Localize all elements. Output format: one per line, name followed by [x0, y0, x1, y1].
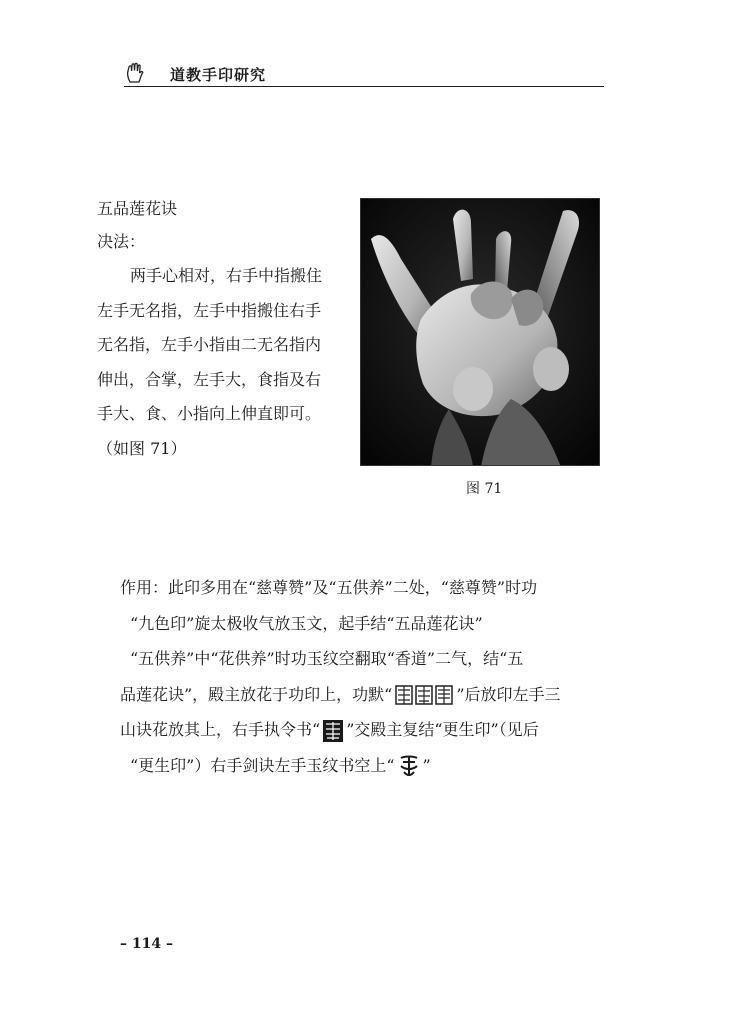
usage-line-part: ” [422, 755, 431, 775]
talisman-glyph-3 [397, 754, 421, 778]
usage-line-part: “更生印”）右手剑诀左手玉纹书空上“ [130, 755, 395, 775]
method-text [97, 259, 355, 466]
page-number: – 114 – [120, 936, 173, 952]
hand-mudra-illustration [361, 199, 600, 466]
usage-line-part: 品莲花诀”，殿主放花于功印上，功默“ [120, 684, 393, 704]
usage-line [120, 677, 620, 713]
method-line: 伸出，合掌，左手大，食指及右 [97, 369, 322, 389]
talisman-glyph-2 [322, 719, 344, 743]
running-header [124, 60, 604, 88]
method-line: 两手心相对，右手中指搬住 [130, 266, 323, 285]
talisman-glyph-1 [394, 684, 454, 706]
method-line: （如图 71） [97, 438, 187, 458]
usage-line [120, 748, 620, 784]
section-title: 五品莲花诀 [97, 199, 178, 218]
usage-line: 作用：此印多用在“慈尊赞”及“五供养”二处，“慈尊赞”时功 [120, 578, 538, 597]
usage-line: “九色印”旋太极收气放玉文，起手结“五品莲花诀” [130, 613, 483, 633]
header-rule [124, 86, 604, 87]
header-title: 道教手印研究 [170, 66, 267, 84]
method-line: 手大、食、小指向上伸直即可。 [97, 404, 322, 423]
usage-text [120, 570, 620, 783]
usage-line: “五供养”中“花供养”时功玉纹空翻取“香道”二气，结“五 [130, 649, 524, 668]
method-label: 决法： [97, 232, 146, 251]
usage-line-part: ”交殿主复结“更生印”（见后 [346, 720, 539, 739]
hand-mudra-photo [360, 198, 600, 466]
hand-icon [124, 62, 146, 84]
figure-caption: 图 71 [466, 481, 503, 497]
usage-line-part: ”后放印左手三 [456, 684, 561, 704]
usage-line-part: 山诀花放其上，右手执令书“ [120, 720, 321, 739]
method-line: 无名指，左手小指由二无名指内 [97, 335, 322, 354]
method-line: 左手无名指，左手中指搬住右手 [97, 300, 322, 320]
usage-line [120, 712, 620, 748]
